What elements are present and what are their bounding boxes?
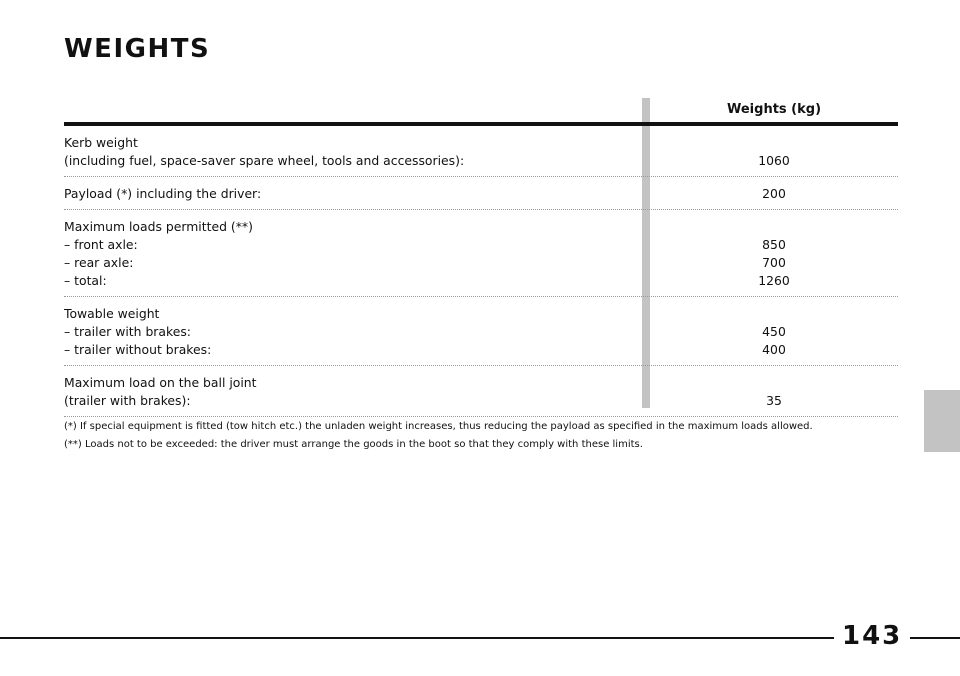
- row-value: [650, 374, 898, 392]
- table-row-payload: [64, 177, 898, 210]
- row-value: [650, 305, 898, 323]
- table-row-kerb-weight: [64, 126, 898, 177]
- row-label-line: Maximum load on the ball joint: [64, 375, 257, 390]
- page-title: WEIGHTS: [64, 34, 211, 64]
- row-value: 850: [762, 237, 786, 252]
- row-label-line: Kerb weight: [64, 135, 138, 150]
- row-value: 450: [762, 324, 786, 339]
- row-label-line: (including fuel, space-saver spare wheel, tools and accessories):: [64, 153, 465, 168]
- row-label-line: – total:: [64, 273, 107, 288]
- weights-table: [64, 98, 898, 417]
- row-value: 200: [762, 186, 786, 201]
- row-label-line: Maximum loads permitted (**): [64, 219, 253, 234]
- table-row-maximum-loads: [64, 210, 898, 297]
- row-label-line: Towable weight: [64, 306, 160, 321]
- footer-rule: [0, 637, 960, 639]
- weights-column-header: Weights (kg): [726, 102, 822, 117]
- row-label-line: – front axle:: [64, 237, 138, 252]
- page-number: 143: [834, 620, 910, 652]
- table-row-towable-weight: [64, 297, 898, 366]
- row-value: 1060: [758, 153, 790, 168]
- row-label-line: (trailer with brakes):: [64, 393, 191, 408]
- row-value: 1260: [758, 273, 790, 288]
- row-value: [650, 134, 898, 152]
- table-row-ball-joint-load: [64, 366, 898, 417]
- row-value: [650, 218, 898, 236]
- section-tab-marker: [924, 390, 960, 452]
- row-label-line: – trailer without brakes:: [64, 342, 212, 357]
- row-label-line: Payload (*) including the driver:: [64, 186, 262, 201]
- row-value: 400: [762, 342, 786, 357]
- row-value: 35: [766, 393, 782, 408]
- footnote-payload: (*) If special equipment is fitted (tow hitch etc.) the unladen weight increases, thus reducing the payload as specified in the maximum loads allowed.: [64, 421, 813, 432]
- row-label-line: – rear axle:: [64, 255, 134, 270]
- table-header: [64, 98, 898, 126]
- row-value: 700: [762, 255, 786, 270]
- footnote-loads: (**) Loads not to be exceeded: the driver must arrange the goods in the boot so that they comply with these limits.: [64, 439, 643, 450]
- row-label-line: – trailer with brakes:: [64, 324, 191, 339]
- footnotes: [64, 418, 898, 454]
